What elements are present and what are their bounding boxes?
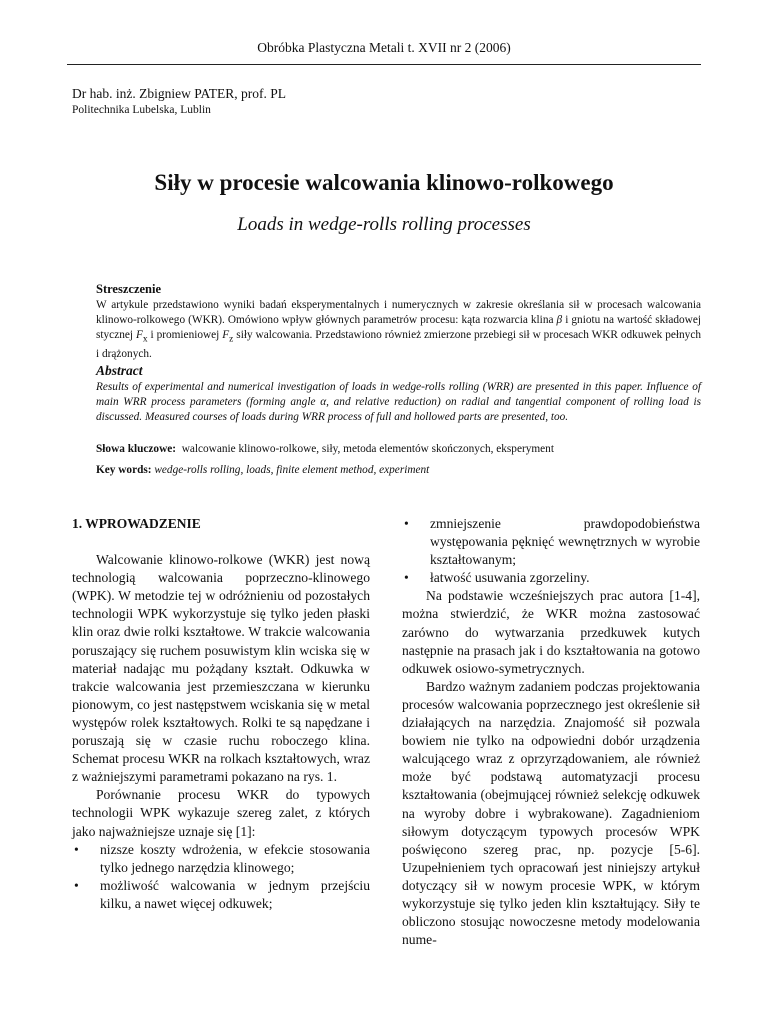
paragraph: Bardzo ważnym zadaniem podczas projektowania procesów walcowania poprzecznego jest określenie sił działających na narzędzia. Znajomość sił pozwala bowiem nie tylko na odpowiedni dobór urządzenia walcującego wraz z oprzyrządowaniem, ale również może być podstawą automatyzacji procesu kształtowania (obejmującej również selekcję odkuwek na wyroby dobre i wybrakowane). Zagadnieniom siłowym dotyczącym typowych procesów WPK poświęcono szereg prac, np. pozycje [5-6]. Uzupełnieniem tych opracowań jest niniejszy artykuł dotyczący sił w nowym procesie WPK, w którym wykorzystuje się tylko jeden klin kształtujący. Siły te obliczono stosując nowoczesne metody modelowania nume-: [402, 678, 700, 948]
keywords-english-label: Key words: [96, 464, 148, 476]
paper-title: Siły w procesie walcowania klinowo-rolkowego: [154, 170, 614, 195]
section-title-introduction: 1. WPROWADZENIE: [72, 516, 201, 531]
header-rule: [67, 64, 701, 65]
abstract-heading: Abstract: [96, 363, 143, 378]
advantages-list: [72, 841, 370, 913]
keywords-polish: Słowa kluczowe: walcowanie klinowo-rolkowe, siły, metoda elementów skończonych, eksperyment: [96, 443, 554, 455]
list-item: • łatwość usuwania zgorzeliny.: [402, 569, 700, 587]
streszczenie-heading: Streszczenie: [96, 282, 162, 296]
keywords-english: Key words: wedge-rolls rolling, loads, finite element method, experiment: [96, 464, 430, 476]
abstract-text: Results of experimental and numerical investigation of loads in wedge-rolls rolling (WRR) are presented in this paper. Influence of main WRR process parameters (forming angle α, and relative reduction) on radial and tangential component of rolling load is discussed. Measured courses of loads during WRR process of full and hollowed parts are presented, too.: [96, 381, 701, 424]
streszczenie-text: W artykule przedstawiono wyniki badań eksperymentalnych i numerycznych w zakresie określania sił w procesach walcowania klinowo-rolkowego (WKR). Omówiono wpływ głównych parametrów procesu: kąta rozwarcia klina β i gniotu na wartość składowej stycznej $F_x$ i promieniowej $F_z$ siły walcowania. Przedstawiono również zmierzone przebiegi sił w procesach WKR odkuwek pełnych i drążonych.: [96, 299, 701, 361]
keywords-polish-label: Słowa kluczowe:: [96, 443, 177, 455]
journal-header: Obróbka Plastyczna Metali t. XVII nr 2 (2006): [257, 40, 511, 55]
paragraph: Walcowanie klinowo-rolkowe (WKR) jest nową technologią walcowania poprzeczno-klinowego (WPK). W metodzie tej w odróżnieniu od pozostałych technologii WPK wykorzystuje się tylko jeden płaski klin oraz dwie rolki kształtowe. W trakcie walcowania poruszający się ruchem posuwistym klin wciska się w materiał nadając mu pożądany kształt. Odkuwka w trakcie walcowania jest przemieszczana w kierunku pionowym, co jest następstwem wciskania się w metal występów rolek kształtowych. Rolki te są napędzane i poruszają się w czasie ruchu roboczego klina. Schemat procesu WKR na rolkach kształtowych, wraz z ważniejszymi parametrami pokazano na rys. 1.: [72, 552, 370, 785]
paragraph: Na podstawie wcześniejszych prac autora [1-4], można stwierdzić, że WKR można zastosować zarówno do wytwarzania przedkuwek kutych następnie na prasach jak i do kształtowania na gotowo odkuwek osiowo-symetrycznych.: [402, 588, 700, 676]
advantages-list-continued: [402, 515, 700, 587]
right-column: [402, 515, 700, 949]
beta-symbol: β: [556, 314, 563, 326]
list-item: • nizsze koszty wdrożenia, w efekcie stosowania tylko jednego narzędzia klinowego;: [72, 841, 370, 877]
list-item: • możliwość walcowania w jednym przejściu kilku, a nawet więcej odkuwek;: [72, 877, 370, 913]
alpha-symbol: α: [320, 396, 327, 409]
list-item: • zmniejszenie prawdopodobieństwa występowania pęknięć wewnętrznych w wyrobie kształtowanym;: [402, 515, 700, 569]
author-name: Dr hab. inż. Zbigniew PATER, prof. PL: [72, 86, 286, 101]
paper-subtitle: Loads in wedge-rolls rolling processes: [237, 214, 531, 235]
paragraph: Porównanie procesu WKR do typowych technologii WPK wykazuje szereg zalet, z których jako najważniejsze uznaje się [1]:: [72, 787, 370, 839]
author-affiliation: Politechnika Lubelska, Lublin: [72, 104, 211, 116]
left-column: [72, 515, 370, 913]
